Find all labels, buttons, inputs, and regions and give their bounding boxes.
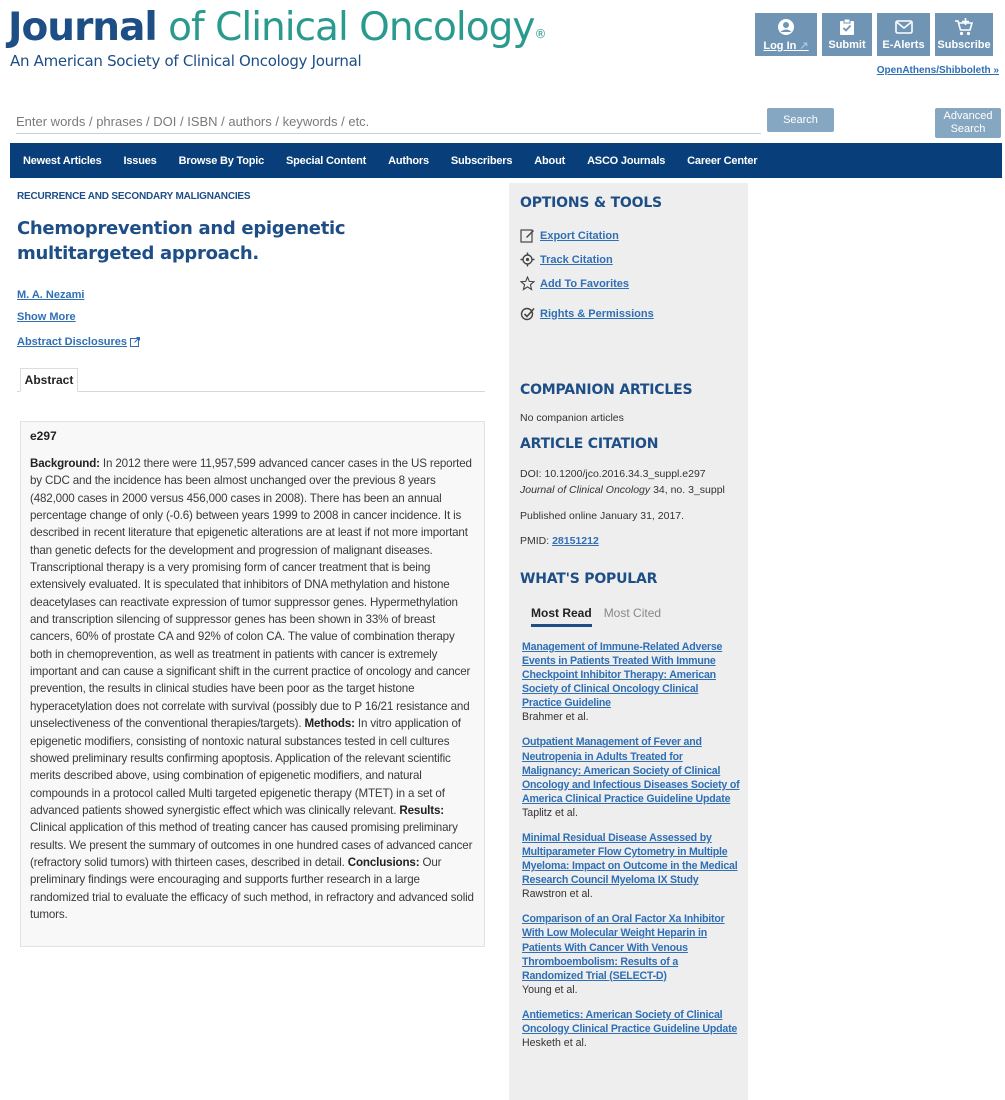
add-to-favorites-link[interactable] xyxy=(520,276,629,291)
subscribe-button[interactable] xyxy=(935,13,993,56)
export-citation-label: Export Citation xyxy=(540,229,619,242)
published-date: Published online January 31, 2017. xyxy=(520,510,685,522)
doi-text: DOI: 10.1200/jco.2016.34.3_suppl.e297 xyxy=(520,468,706,480)
tab-divider xyxy=(17,391,485,392)
rights-permissions-label: Rights & Permissions xyxy=(540,307,654,320)
rights-permissions-link[interactable] xyxy=(520,306,654,321)
conclusions-heading: Conclusions: xyxy=(347,855,420,869)
popular-article-authors: Taplitz et al. xyxy=(522,806,578,819)
article-citation-heading: ARTICLE CITATION xyxy=(520,436,659,452)
tab-most-read[interactable]: Most Read xyxy=(531,606,592,627)
options-tools-heading: OPTIONS & TOOLS xyxy=(520,195,662,211)
journal-issue xyxy=(520,482,725,498)
registered-mark: ® xyxy=(534,27,546,41)
login-label: Log In xyxy=(763,40,797,52)
background-text: In 2012 there were 11,957,599 advanced cancer cases in the US reported by CDC and the incidence has been almost unchanged over the previous 8 years (482,000 cases in 2000 versus 456,000 cases in 2008). There has been an annual percentage change of only (-0.6) between years 1999 to 2008 in cancer incidence. It is described in recent literature that epigenetic alterations are at least if not more important than genetic defects for the development and progression of malignant diseases. Transcriptional therapy is a very promising form of cancer treatment that is being extensively evaluated. It is speculated that inhibitors of DNA methylation and histone deacetylases can reactivate expression of tumor suppressor genes. Hypermethylation and transcription silencing of suppressor genes has been shown in 33% of breast cancers, 60% of prostate CA and 92% of colon CA. The value of combination therapy both in chemoprevention, as well as treatment in patients with cancer is extremely important and can cause a significant shift in the current practice of oncology and cancer prevention, the results in clinical studies have been poor as the target histone hyperacetylation does not correlate with survival (possibly due to P 16/21 resistance and unselectiveness of the conventional therapies/targets). xyxy=(30,457,472,731)
track-citation-link[interactable] xyxy=(520,252,613,267)
popular-article-link[interactable]: Antiemetics: American Society of Clinical Oncology Clinical Practice Guideline Update xyxy=(522,1008,738,1035)
methods-heading: Methods: xyxy=(304,717,355,731)
results-heading: Results: xyxy=(399,803,444,817)
list-item xyxy=(522,912,740,996)
abstract-disclosures-link[interactable] xyxy=(17,336,140,348)
popular-article-authors: Rawstron et al. xyxy=(522,888,593,901)
results-text: Clinical application of this method of treating cancer has caused promising preliminary results. We present the summary of outcomes in one hundred cases of advanced cancer (refractory solid tumors) with thirteen cases, described in detail. xyxy=(30,821,473,869)
cart-plus-icon xyxy=(954,17,974,37)
article-title: Chemoprevention and epigenetic multitargeted approach. xyxy=(17,218,346,264)
pmid-link[interactable]: 28151212 xyxy=(552,535,599,547)
abstract-panel xyxy=(20,421,485,947)
tab-most-cited[interactable]: Most Cited xyxy=(603,606,662,620)
popular-article-authors: Young et al. xyxy=(522,983,578,996)
author-link[interactable]: M. A. Nezami xyxy=(17,289,85,301)
nav-browse-by-topic[interactable]: Browse By Topic xyxy=(178,154,265,167)
nav-about[interactable]: About xyxy=(534,154,566,167)
list-item xyxy=(522,831,740,901)
user-icon xyxy=(777,17,795,37)
openathens-link[interactable]: OpenAthens/Shibboleth » xyxy=(876,65,999,76)
background-heading: Background: xyxy=(30,457,100,470)
popular-tabs xyxy=(531,606,661,627)
subscribe-label: Subscribe xyxy=(937,39,991,51)
popular-article-authors: Brahmer et al. xyxy=(522,711,589,724)
e-alerts-button[interactable] xyxy=(877,13,930,56)
star-icon xyxy=(520,276,535,291)
whats-popular-heading: WHAT'S POPULAR xyxy=(520,571,658,587)
journal-logo[interactable] xyxy=(8,4,545,70)
show-more-link[interactable]: Show More xyxy=(17,311,76,323)
edit-icon xyxy=(520,228,535,243)
popular-article-link[interactable]: Outpatient Management of Fever and Neutropenia in Adults Treated for Malignancy: American Society of Clinical Oncology and Infectious Diseases Society of America Clinical Practice Guideline Update xyxy=(522,736,740,805)
logo-rest-words: of Clinical Oncology xyxy=(156,5,535,50)
pmid-label: PMID: xyxy=(520,535,553,547)
nav-career-center[interactable]: Career Center xyxy=(687,154,758,167)
companion-articles-heading: COMPANION ARTICLES xyxy=(520,382,693,398)
check-circle-icon xyxy=(520,306,535,321)
pmid xyxy=(520,533,599,549)
popular-article-link[interactable]: Management of Immune-Related Adverse Events in Patients Treated With Immune Checkpoint Inhibitor Therapy: American Society of Clinical Oncology Clinical Practice Guideline xyxy=(522,641,723,710)
abstract-text xyxy=(30,455,476,923)
sidebar xyxy=(509,183,748,1100)
methods-text: In vitro application of epigenetic modifiers, consisting of nontoxic natural substances tested in cell cultures showed preliminary results confirming apoptosis. Application of the relevant scientific merits described above, using combination of epigenetic modifiers, and natural compounds in a protocol called Multi targeted epigenetic therapy (MTET) in a set of advanced patients showed synergistic effect which was clinically relevant. xyxy=(30,717,461,817)
external-link-icon xyxy=(130,337,140,347)
popular-list xyxy=(522,640,740,1061)
logo-subtitle: An American Society of Clinical Oncology Journal xyxy=(10,52,362,70)
companion-articles-text: No companion articles xyxy=(520,412,624,424)
list-item xyxy=(522,640,740,724)
citation-block xyxy=(520,466,725,498)
popular-article-link[interactable]: Comparison of an Oral Factor Xa Inhibitor With Low Molecular Weight Heparin in Patients With Cancer With Venous Thromboembolism: Results of a Randomized Trial (SELECT-D) xyxy=(522,913,725,982)
header-actions xyxy=(755,13,993,56)
nav-special-content[interactable]: Special Content xyxy=(286,154,367,167)
nav-issues[interactable]: Issues xyxy=(123,154,157,167)
e-alerts-label: E-Alerts xyxy=(882,39,925,51)
submit-button[interactable] xyxy=(822,13,872,56)
nav-authors[interactable]: Authors xyxy=(388,154,429,167)
advanced-search-button[interactable]: Advanced Search xyxy=(935,108,1001,138)
login-button[interactable] xyxy=(755,13,817,56)
logo-title xyxy=(8,4,545,52)
envelope-icon xyxy=(895,17,913,37)
clipboard-check-icon xyxy=(839,17,855,37)
external-link-icon: ↗ xyxy=(799,40,809,52)
tab-abstract[interactable]: Abstract xyxy=(20,368,78,392)
disclosures-label: Abstract Disclosures xyxy=(17,336,128,348)
target-icon xyxy=(520,252,535,267)
article-topic[interactable]: RECURRENCE AND SECONDARY MALIGNANCIES xyxy=(17,191,251,202)
track-citation-label: Track Citation xyxy=(540,253,613,266)
list-item xyxy=(522,1008,740,1050)
submit-label: Submit xyxy=(828,39,866,51)
popular-article-link[interactable]: Minimal Residual Disease Assessed by Multiparameter Flow Cytometry in Multiple Myeloma: Impact on Outcome in the Medical Research Council Myeloma IX Study xyxy=(522,831,738,887)
conclusions-text: Our preliminary findings were encouraging and supports further research in a large randomized trial to evaluate the efficacy of such method, in refractory and advanced solid tumors. xyxy=(30,855,474,921)
abstract-id: e297 xyxy=(30,429,57,443)
logo-bold-word: Journal xyxy=(8,5,157,50)
list-item xyxy=(522,735,740,819)
search-button[interactable]: Search xyxy=(767,108,834,132)
export-citation-link[interactable] xyxy=(520,228,619,243)
journal-name: Journal of Clinical Oncology xyxy=(520,484,651,496)
journal-volume: 34, no. 3_suppl xyxy=(650,484,725,496)
nav-asco-journals[interactable]: ASCO Journals xyxy=(587,154,666,167)
popular-article-authors: Hesketh et al. xyxy=(522,1036,587,1049)
nav-newest-articles[interactable]: Newest Articles xyxy=(23,154,102,167)
nav-subscribers[interactable]: Subscribers xyxy=(450,154,513,167)
add-to-favorites-label: Add To Favorites xyxy=(540,277,630,290)
main-nav xyxy=(10,143,1002,178)
search-input[interactable] xyxy=(16,110,761,134)
